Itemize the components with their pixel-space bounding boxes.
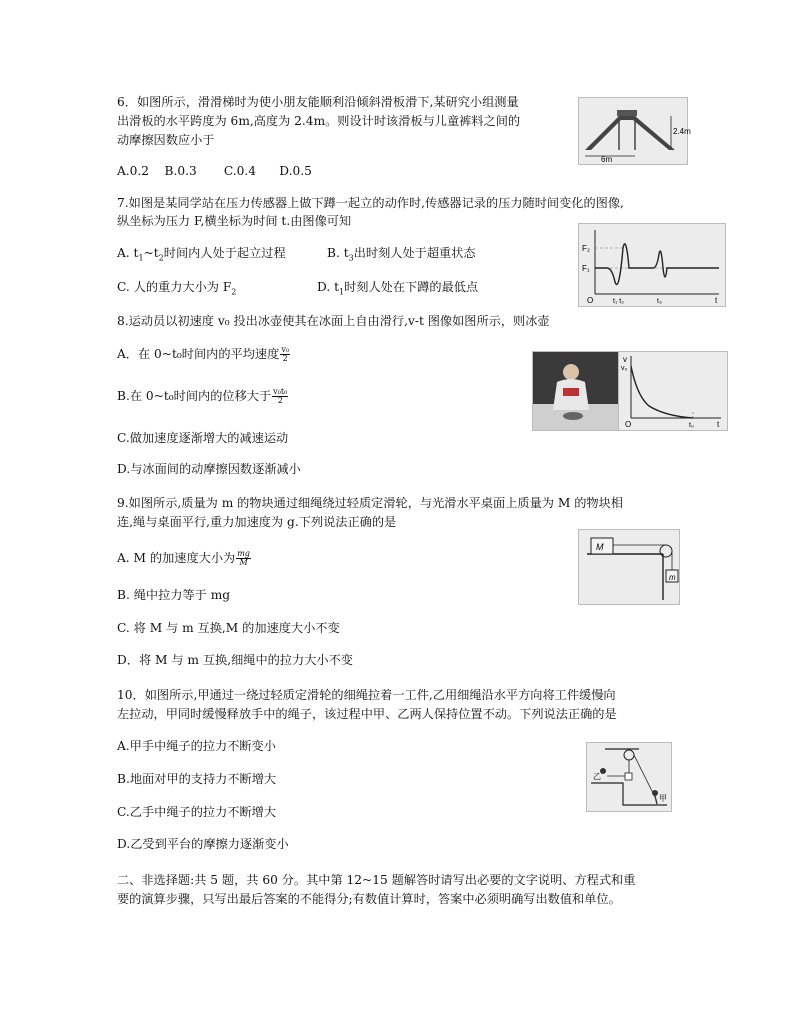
q8-v-axis-label: v <box>623 355 627 364</box>
q8-option-d: D.与冰面间的动摩擦因数逐渐减小 <box>117 462 301 476</box>
q9-big-block-label: M <box>596 542 604 552</box>
q6-slide-figure <box>578 97 691 165</box>
curling-photo <box>532 351 620 431</box>
q8-v0-label: v₀ <box>621 365 628 372</box>
q9-option-b: B. 绳中拉力等于 mg <box>117 588 231 602</box>
q7-option-a: A. $t_1\sim t_2$时间内人处于起立过程 <box>117 246 286 263</box>
q9-line-1: 9.如图所示,质量为 m 的物块通过细绳绕过轻质定滑轮，与光滑水平桌面上质量为 M 的物块相 <box>117 496 623 510</box>
q9-pulley-figure <box>578 529 680 605</box>
q7-f1-label: F₁ <box>582 264 590 273</box>
q9-line-2: 连,绳与桌面平行,重力加速度为 g.下列说法正确的是 <box>117 515 397 529</box>
q10-jia-label: 甲 <box>659 794 667 803</box>
q6-line-3: 动摩擦因数应小于 <box>117 133 215 147</box>
q8-vt-graph <box>618 351 728 431</box>
q10-option-b: B.地面对甲的支持力不断增大 <box>117 772 277 786</box>
q8-option-c: C.做加速度逐渐增大的减速运动 <box>117 431 289 445</box>
q7-t-axis-label: t <box>715 296 718 305</box>
q8-option-b: B.在 0~t₀时间内的位移大于 $\frac{\text{v₀t₀}}{2}$ <box>117 387 288 405</box>
section2-line-1: 二、非选择题:共 5 题，共 60 分。其中第 12~15 题解答时请写出必要的文字说明、方程式和重 <box>117 873 636 887</box>
q7-option-c: C. 人的重力大小为 $F_2$ <box>117 280 237 297</box>
q8-origin-label: O <box>625 420 632 429</box>
q10-line-2: 左拉动，甲同时缓慢释放手中的绳子，该过程中甲、乙两人保持位置不动。下列说法正确的是 <box>117 707 617 721</box>
q10-line-1: 10．如图所示,甲通过一绕过轻质定滑轮的细绳拉着一工件,乙用细绳沿水平方向将工件缓慢向 <box>117 688 616 702</box>
q9-option-c: C. 将 M 与 m 互换,M 的加速度大小不变 <box>117 621 340 635</box>
q7-force-time-graph <box>578 223 726 307</box>
q10-option-a: A.甲手中绳子的拉力不断变小 <box>117 739 276 753</box>
q10-yi-label: 乙 <box>593 772 601 781</box>
q7-option-b: B. $t_3$出时刻人处于超重状态 <box>327 246 476 263</box>
q8-option-a: A．在 0~t₀时间内的平均速度 $\frac{\text{v₀}}{2}$ <box>117 345 290 363</box>
q7-line-1: 7.如图是某同学站在压力传感器上做下蹲一起立的动作时,传感器记录的压力随时间变化的图像, <box>117 196 624 210</box>
section2-line-2: 要的演算步骤，只写出最后答案的不能得分;有数值计算时，答案中必须明确写出数值和单位。 <box>117 892 621 906</box>
q9-small-block-label: m <box>669 573 676 582</box>
q10-pulley-figure <box>586 742 672 812</box>
q6-line-1: 6．如图所示，滑滑梯时为使小朋友能顺利沿倾斜滑板滑下,某研究小组测量 <box>117 95 519 109</box>
q7-t3-label: t₃ <box>657 298 662 305</box>
q6-line-2: 出滑板的水平跨度为 6m,高度为 2.4m。则设计时该滑板与儿童裤料之间的 <box>117 114 521 128</box>
q7-line-2: 纵坐标为压力 F,横坐标为时间 t.由图像可知 <box>117 214 352 228</box>
q6-options: A.0.2 B.0.3 C.0.4 D.0.5 <box>117 164 312 178</box>
q8-t-axis-label: t <box>717 420 720 429</box>
q10-option-c: C.乙手中绳子的拉力不断增大 <box>117 805 277 819</box>
q7-f2-label: F₂ <box>582 244 590 253</box>
q6-width-label: 6m <box>601 155 613 164</box>
q8-t0-label: t₀ <box>689 422 694 429</box>
q7-origin-label: O <box>587 296 594 305</box>
q8-line: 8.运动员以初速度 v₀ 投出冰壶使其在冰面上自由滑行,v-t 图像如图所示，则冰壶 <box>117 314 550 328</box>
q10-option-d: D.乙受到平台的摩擦力逐渐变小 <box>117 837 289 851</box>
q6-height-label: 2.4m <box>673 127 691 136</box>
q9-option-a: A. M 的加速度大小为 $\frac{mg}{M}$ <box>117 549 250 567</box>
q7-option-d: D. $t_1$时刻人处在下蹲的最低点 <box>317 280 479 297</box>
q7-t1t2-label: t₁ t₂ <box>613 298 624 305</box>
q9-option-d: D．将 M 与 m 互换,细绳中的拉力大小不变 <box>117 653 353 667</box>
